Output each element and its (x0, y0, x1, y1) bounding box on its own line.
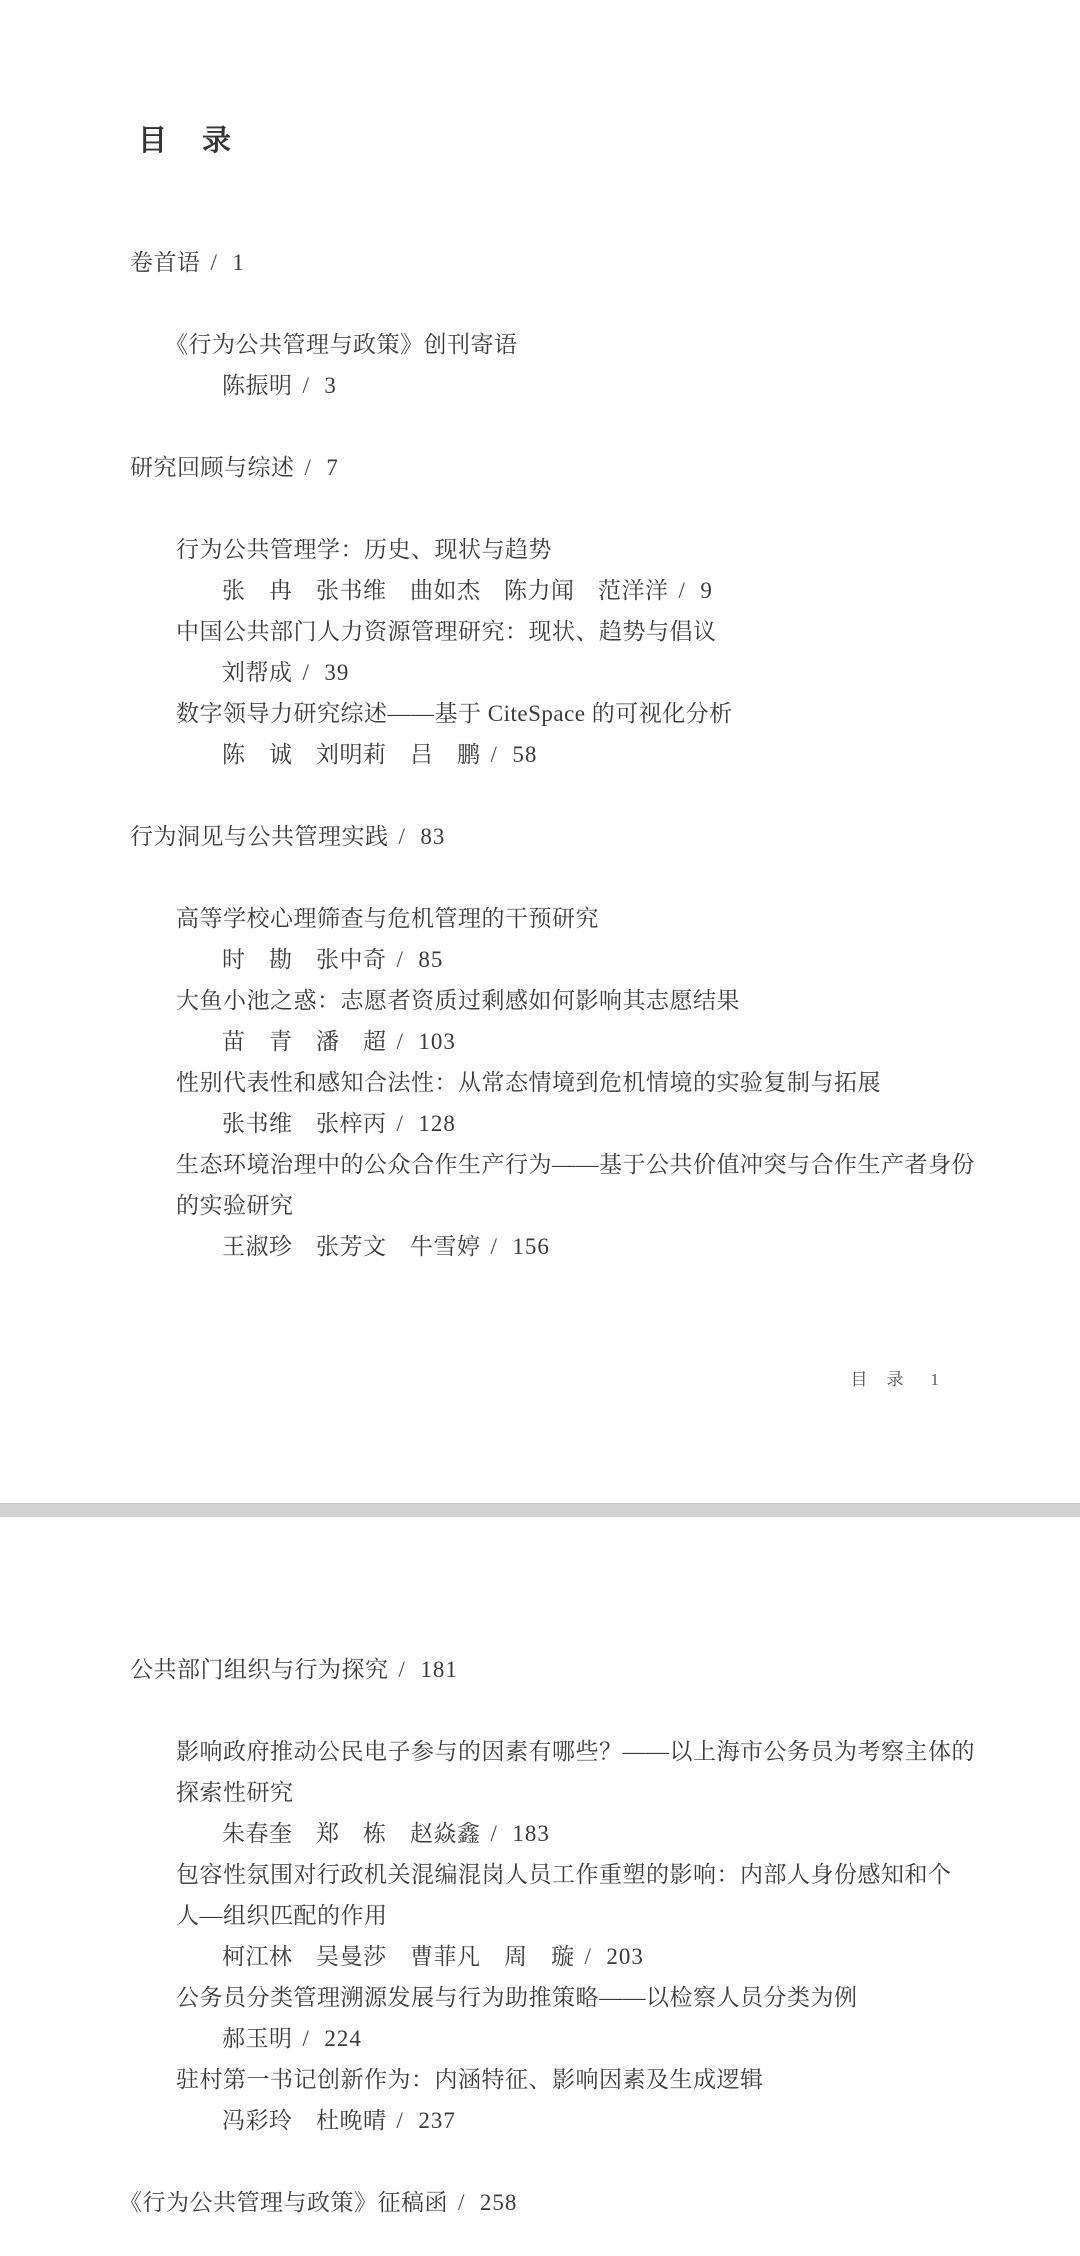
page-break-divider (0, 1503, 1080, 1517)
toc-line-text: 张 冉 张书维 曲如杰 陈力闻 范洋洋 (222, 578, 669, 603)
toc-line-text: 张书维 张梓丙 (222, 1111, 387, 1136)
toc-line-text: 时 勘 张中奇 (222, 947, 387, 972)
toc-article-title (176, 1854, 970, 1895)
page-2-content (0, 1517, 1080, 2223)
toc-page-number: 237 (418, 2108, 456, 2133)
slash-separator: / (396, 947, 404, 972)
slash-separator: / (458, 2190, 465, 2215)
toc-author-line (222, 1226, 970, 1267)
toc-page-number: 203 (606, 1944, 644, 1969)
toc-article-title (176, 529, 970, 570)
footer-running-title: 目 录 (850, 1370, 905, 1389)
slash-separator: / (490, 742, 498, 767)
toc-page-number: 3 (324, 373, 337, 398)
toc-page-number: 156 (512, 1234, 550, 1259)
toc-line-text: 生态环境治理中的公众合作生产行为——基于公共价值冲突与合作生产者身份 (176, 1152, 975, 1177)
toc-line-text: 柯江林 吴曼莎 曹菲凡 周 璇 (222, 1944, 575, 1969)
toc-line-text: 朱春奎 郑 栋 赵焱鑫 (222, 1821, 481, 1846)
toc-page-number: 85 (418, 947, 444, 972)
toc-author-line (222, 2100, 970, 2141)
toc-line-text: 刘帮成 (222, 660, 293, 685)
toc-page-number: 83 (420, 824, 446, 849)
slash-separator: / (302, 2026, 310, 2051)
toc-article-title (176, 898, 970, 939)
toc-line-text: 卷首语 (130, 250, 201, 275)
toc-page-number: 128 (418, 1111, 456, 1136)
toc-entry (130, 242, 970, 283)
toc-line-text: 研究回顾与综述 (130, 455, 295, 480)
slash-separator: / (396, 1029, 404, 1054)
toc-line-text: 苗 青 潘 超 (222, 1029, 387, 1054)
toc-article-title (176, 693, 970, 734)
toc-title: 目 录 (138, 125, 235, 157)
slash-separator: / (490, 1234, 498, 1259)
toc-page-number: 224 (324, 2026, 362, 2051)
slash-separator: / (584, 1944, 592, 1969)
toc-page-2 (0, 1517, 1080, 2256)
toc-article-title (176, 1062, 970, 1103)
toc-author-line (222, 1936, 970, 1977)
toc-article-title (176, 1977, 970, 2018)
toc-line-text: 行为公共管理学：历史、现状与趋势 (176, 537, 552, 562)
toc-article-title (176, 1185, 970, 1226)
toc-page-number: 183 (512, 1821, 550, 1846)
toc-line-text: 人—组织匹配的作用 (176, 1903, 388, 1928)
toc-line-text: 公务员分类管理溯源发展与行为助推策略——以检察人员分类为例 (176, 1985, 858, 2010)
toc-page-number: 181 (420, 1657, 458, 1682)
toc-article-title (176, 1895, 970, 1936)
toc-line-text: 《行为公共管理与政策》征稿函 (119, 2190, 448, 2215)
page-footer (851, 1368, 941, 1392)
toc-page-number: 1 (232, 250, 245, 275)
toc-page-number: 103 (418, 1029, 456, 1054)
toc-section-heading (130, 816, 970, 857)
toc-page-number: 39 (324, 660, 350, 685)
slash-separator: / (302, 660, 310, 685)
toc-line-text: 陈振明 (222, 373, 293, 398)
toc-author-line (222, 939, 970, 980)
toc-line-text: 公共部门组织与行为探究 (130, 1657, 389, 1682)
toc-author-line (222, 1021, 970, 1062)
page-2-lines (119, 1649, 975, 2223)
slash-separator: / (490, 1821, 498, 1846)
slash-separator: / (302, 373, 310, 398)
toc-line-text: 大鱼小池之惑：志愿者资质过剩感如何影响其志愿结果 (176, 988, 740, 1013)
toc-line-text: 探索性研究 (176, 1780, 294, 1805)
toc-article-title (176, 2059, 970, 2100)
slash-separator: / (396, 1111, 404, 1136)
toc-entry (119, 2182, 970, 2223)
page-1-lines (130, 242, 975, 1267)
toc-author-line (222, 734, 970, 775)
toc-line-text: 包容性氛围对行政机关混编混岗人员工作重塑的影响：内部人身份感知和个 (176, 1862, 952, 1887)
toc-author-line (222, 2018, 970, 2059)
slash-separator: / (396, 2108, 404, 2133)
toc-page-number: 9 (700, 578, 713, 603)
slash-separator: / (678, 578, 686, 603)
toc-author-line (222, 570, 970, 611)
toc-article-title (176, 611, 970, 652)
toc-line-text: 中国公共部门人力资源管理研究：现状、趋势与倡议 (176, 619, 717, 644)
toc-article-title (176, 1144, 975, 1185)
toc-section-heading (130, 447, 970, 488)
slash-separator: / (304, 455, 312, 480)
slash-separator: / (398, 1657, 406, 1682)
toc-line-text: 性别代表性和感知合法性：从常态情境到危机情境的实验复制与拓展 (176, 1070, 881, 1095)
toc-article-title (176, 980, 970, 1021)
toc-line-text: 数字领导力研究综述——基于 CiteSpace 的可视化分析 (176, 701, 733, 726)
toc-page-number: 258 (479, 2190, 518, 2215)
toc-author-line (222, 652, 970, 693)
toc-section-heading (130, 1649, 970, 1690)
toc-line-text: 郝玉明 (222, 2026, 293, 2051)
toc-line-text: 《行为公共管理与政策》创刊寄语 (165, 332, 518, 357)
toc-article-title (176, 1731, 975, 1772)
toc-article-title (165, 324, 970, 365)
toc-page-number: 7 (326, 455, 339, 480)
toc-author-line (222, 365, 970, 406)
slash-separator: / (210, 250, 218, 275)
toc-line-text: 高等学校心理筛查与危机管理的干预研究 (176, 906, 599, 931)
toc-line-text: 行为洞见与公共管理实践 (130, 824, 389, 849)
toc-line-text: 的实验研究 (176, 1193, 294, 1218)
toc-author-line (222, 1103, 970, 1144)
slash-separator: / (398, 824, 406, 849)
footer-page-number: 1 (930, 1370, 940, 1389)
toc-page-number: 58 (512, 742, 538, 767)
toc-line-text: 王淑珍 张芳文 牛雪婷 (222, 1234, 481, 1259)
toc-line-text: 驻村第一书记创新作为：内涵特征、影响因素及生成逻辑 (176, 2067, 764, 2092)
toc-line-text: 影响政府推动公民电子参与的因素有哪些？——以上海市公务员为考察主体的 (176, 1739, 975, 1764)
toc-article-title (176, 1772, 970, 1813)
toc-line-text: 冯彩玲 杜晚晴 (222, 2108, 387, 2133)
toc-author-line (222, 1813, 970, 1854)
toc-line-text: 陈 诚 刘明莉 吕 鹏 (222, 742, 481, 767)
